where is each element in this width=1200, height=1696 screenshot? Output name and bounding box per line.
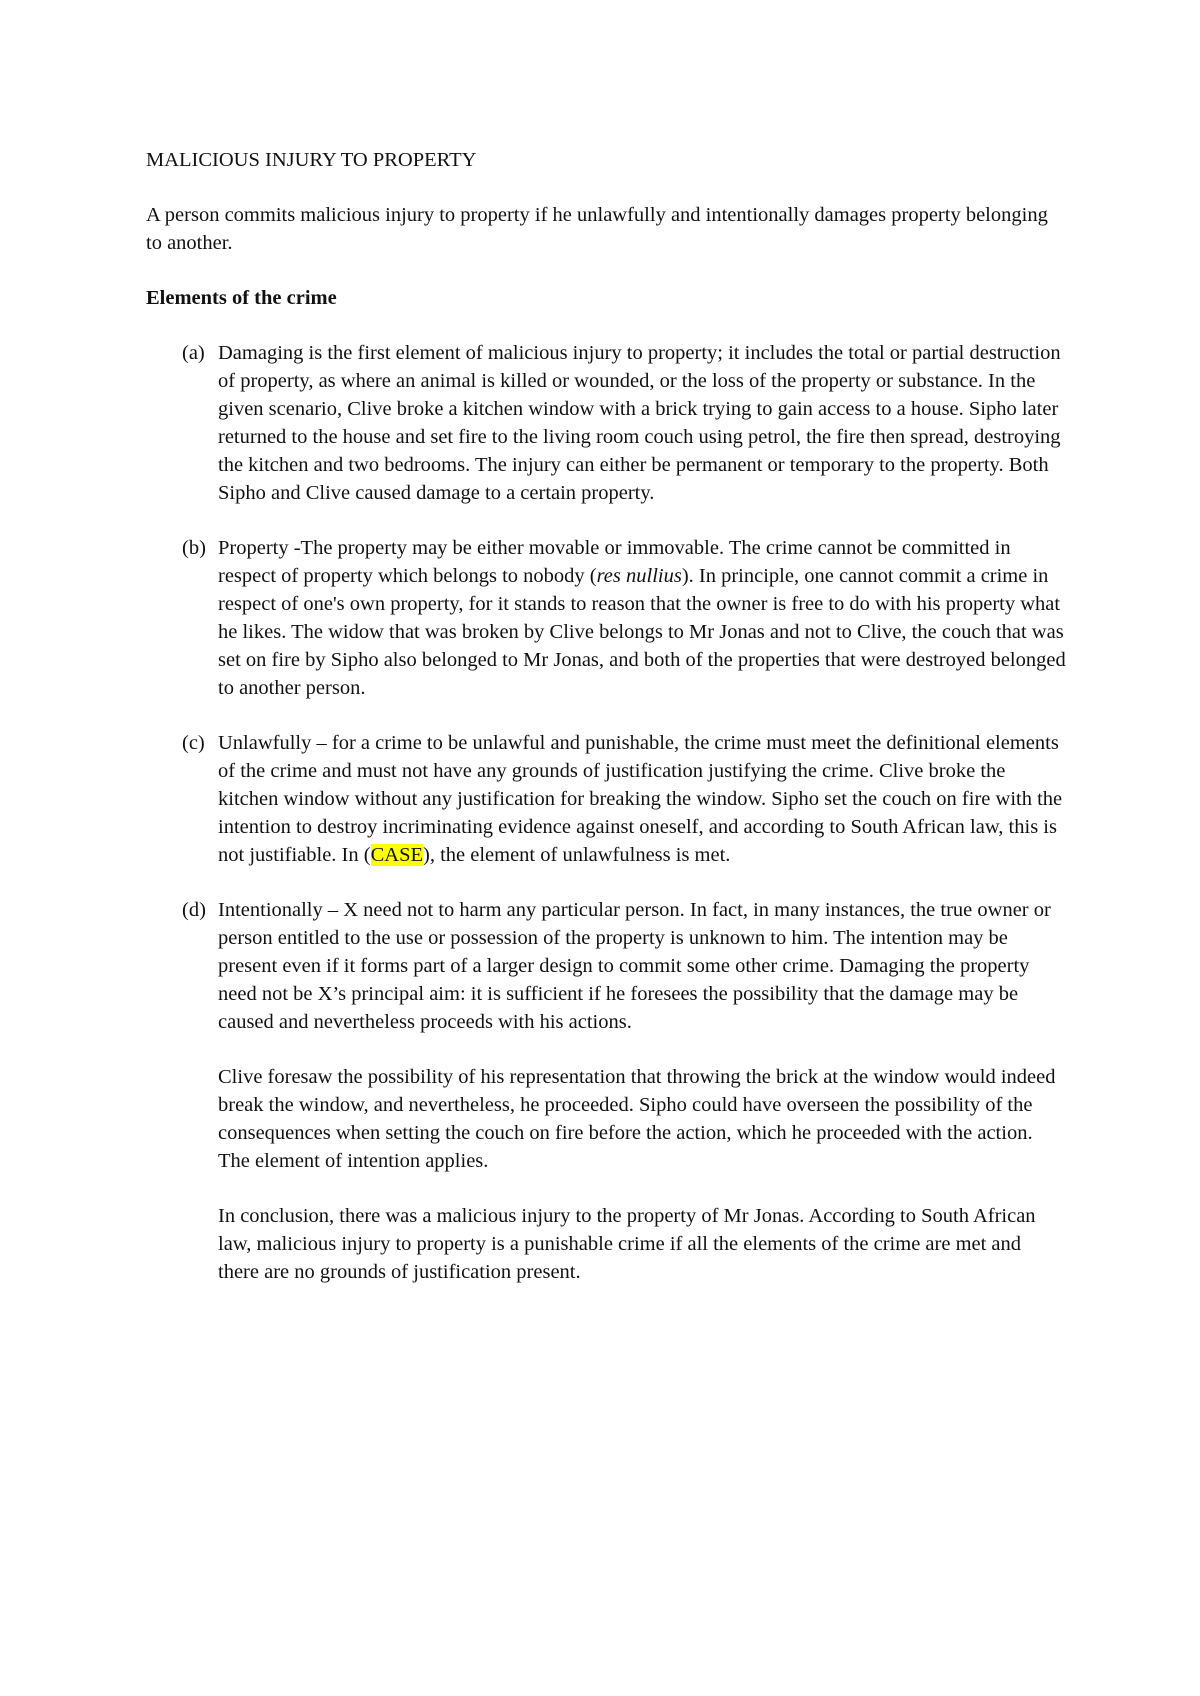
element-d-paragraph-1: Intentionally – X need not to harm any particular person. In fact, in many instances, the true owner or person entitled to the use or possession of the property is unknown to him. The intention may be present even if it forms part of a larger design to commit some other crime. Damaging the property need not be X’s principal aim: it is sufficient if he foresees the possibility that the damage may be caused and nevertheless proceeds with his actions. [218,899,1051,1033]
element-b [146,534,1066,702]
element-c-text [218,729,1066,869]
element-marker: (b) [182,537,206,559]
document-title: MALICIOUS INJURY TO PROPERTY [146,149,477,171]
case-highlight: CASE [370,844,423,866]
element-c-text-before: Unlawfully – for a crime to be unlawful and punishable, the crime must meet the definitional elements of the crime and must not have any grounds of justification justifying the crime. Clive broke the kitchen window without any justification for breaking the window. Sipho set the couch on fire with the intention to destroy incriminating evidence against oneself, and according to South African law, this is not justifiable. In ( [218,732,1063,866]
element-c [146,729,1066,869]
document-page [146,146,1066,1313]
conclusion-paragraph: In conclusion, there was a malicious injury to the property of Mr Jonas. According to South African law, malicious injury to property is a punishable crime if all the elements of the crime are met and there are no grounds of justification present. [218,1205,1036,1283]
element-c-text-after: ), the element of unlawfulness is met. [423,844,731,866]
element-b-text-after: ). In principle, one cannot commit a crime in respect of one's own property, for it stands to reason that the owner is free to do with his property what he likes. The widow that was broken by Clive belongs to Mr Jonas and not to Clive, the couch that was set on fire by Sipho also belonged to Mr Jonas, and both of the properties that were destroyed belonged to another person. [218,565,1066,699]
element-a-text: Damaging is the first element of malicious injury to property; it includes the total or partial destruction of property, as where an animal is killed or wounded, or the loss of the property or substance. In the given scenario, Clive broke a kitchen window with a brick trying to gain access to a house. Sipho later returned to the house and set fire to the living room couch using petrol, the fire then spread, destroying the kitchen and two bedrooms. The injury can either be permanent or temporary to the property. Both Sipho and Clive caused damage to a certain property. [218,342,1061,504]
elements-list [146,339,1066,1286]
element-marker: (d) [182,899,206,921]
element-b-text [218,534,1066,702]
element-a [146,339,1066,507]
element-d-paragraph-2: Clive foresaw the possibility of his representation that throwing the brick at the window would indeed break the window, and nevertheless, he proceeded. Sipho could have overseen the possibility of the consequences when setting the couch on fire before the action, which he proceeded with the action. The element of intention applies. [218,1066,1056,1172]
intro-paragraph: A person commits malicious injury to property if he unlawfully and intentionally damages property belonging to another. [146,204,1048,254]
element-marker: (c) [182,732,205,754]
element-marker: (a) [182,342,205,364]
element-d [146,896,1066,1286]
elements-heading: Elements of the crime [146,287,337,309]
element-b-text-before: Property -The property may be either movable or immovable. The crime cannot be committed in respect of property which belongs to nobody ( [218,537,1011,587]
latin-term: res nullius [596,565,682,587]
